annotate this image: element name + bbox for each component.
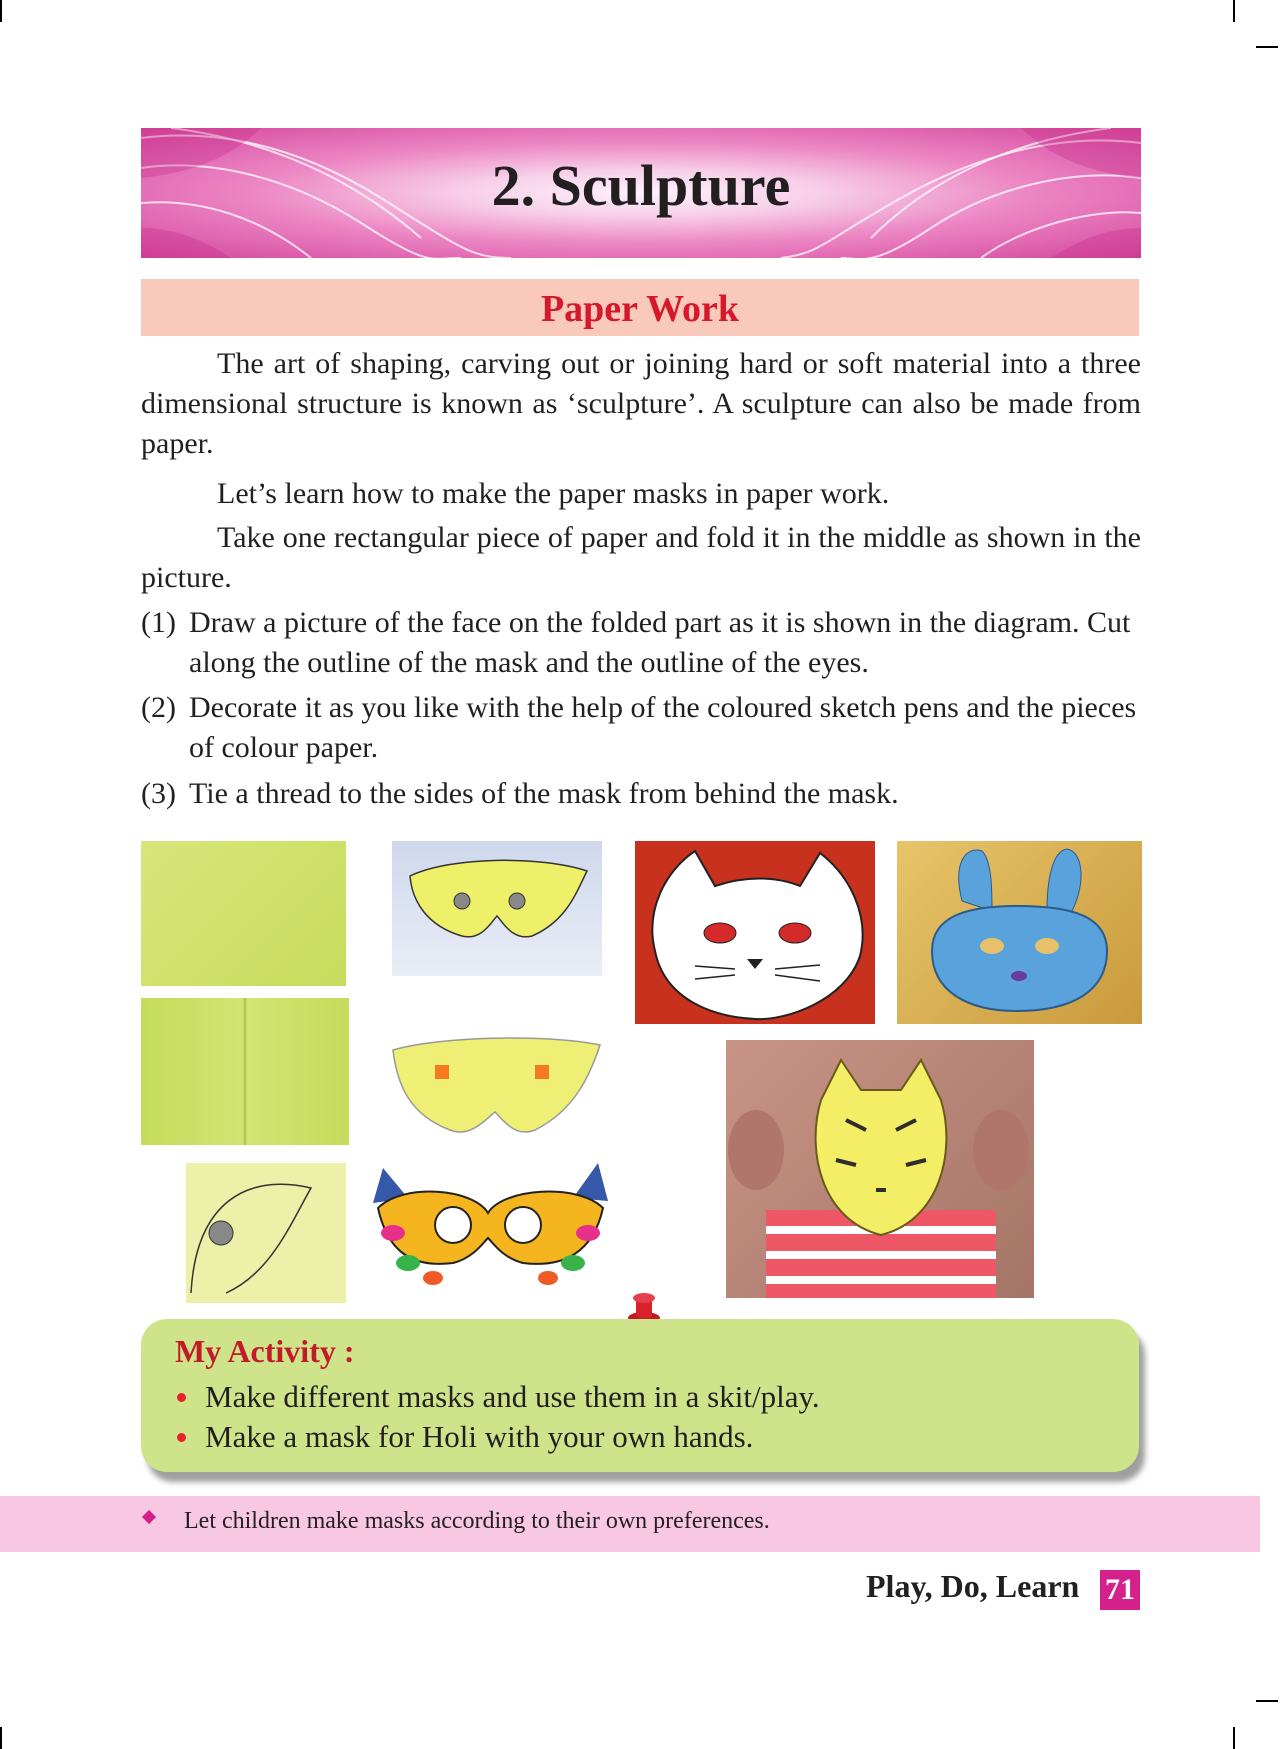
teacher-note-text: Let children make masks according to their own preferences.: [184, 1508, 770, 1534]
photo-decorated-mask: [363, 1153, 618, 1298]
crop-mark: [1256, 46, 1278, 48]
teacher-note-bar: [0, 1496, 1260, 1552]
activity-item: [205, 1419, 753, 1455]
step-number: (2): [141, 691, 176, 724]
step-item: [141, 688, 1141, 768]
step-text: Draw a picture of the face on the folded part as it is shown in the diagram. Cut along the outline of the mask and the outline of the eyes.: [189, 606, 1131, 679]
section-heading-bar: [141, 279, 1139, 336]
bullet-icon: [177, 1433, 186, 1442]
bullet-icon: [177, 1393, 186, 1402]
paragraph-masks: Let’s learn how to make the paper masks in paper work.: [217, 477, 890, 510]
page-number-badge: 71: [1100, 1570, 1140, 1610]
activity-box: [141, 1319, 1139, 1472]
crop-mark: [0, 1727, 2, 1749]
crop-mark: [1256, 1700, 1278, 1702]
photo-mask-outline: [392, 841, 602, 976]
activity-item-text: Make a mask for Holi with your own hands.: [205, 1419, 754, 1454]
step-number: (1): [141, 606, 176, 639]
crop-mark: [1233, 0, 1235, 22]
photo-child-tiger-mask: [726, 1040, 1034, 1298]
activity-title: My Activity :: [175, 1333, 355, 1369]
step-text: Tie a thread to the sides of the mask from behind the mask.: [189, 777, 899, 810]
section-title: Paper Work: [540, 288, 740, 330]
step-number: (3): [141, 777, 176, 810]
photo-yellow-mask: [385, 1030, 607, 1148]
chapter-title: 2. Sculpture: [491, 153, 791, 218]
diamond-bullet-icon: [142, 1510, 156, 1524]
step-item: [141, 603, 1141, 683]
step-text: Decorate it as you like with the help of the coloured sketch pens and the pieces of colour paper.: [189, 691, 1137, 764]
photo-drawing-on-fold: [186, 1163, 346, 1303]
photo-cat-mask: [635, 841, 875, 1024]
crop-mark: [1233, 1727, 1235, 1749]
step-item: [141, 774, 1141, 814]
photo-plain-paper: [141, 841, 346, 986]
crop-mark: [0, 0, 2, 22]
intro-paragraph: The art of shaping, carving out or joining hard or soft material into a three dimensional structure is known as ‘sculpture’. A sculpture can also be made from paper.: [141, 347, 1141, 460]
photo-rabbit-mask: [897, 841, 1142, 1024]
photo-folded-paper: [141, 998, 349, 1145]
activity-item: [205, 1379, 820, 1415]
activity-item-text: Make different masks and use them in a skit/play.: [205, 1379, 820, 1414]
paragraph-fold: Take one rectangular piece of paper and fold it in the middle as shown in the picture.: [141, 521, 1141, 594]
chapter-banner: [141, 128, 1141, 258]
book-title-footer: Play, Do, Learn: [866, 1568, 1080, 1604]
